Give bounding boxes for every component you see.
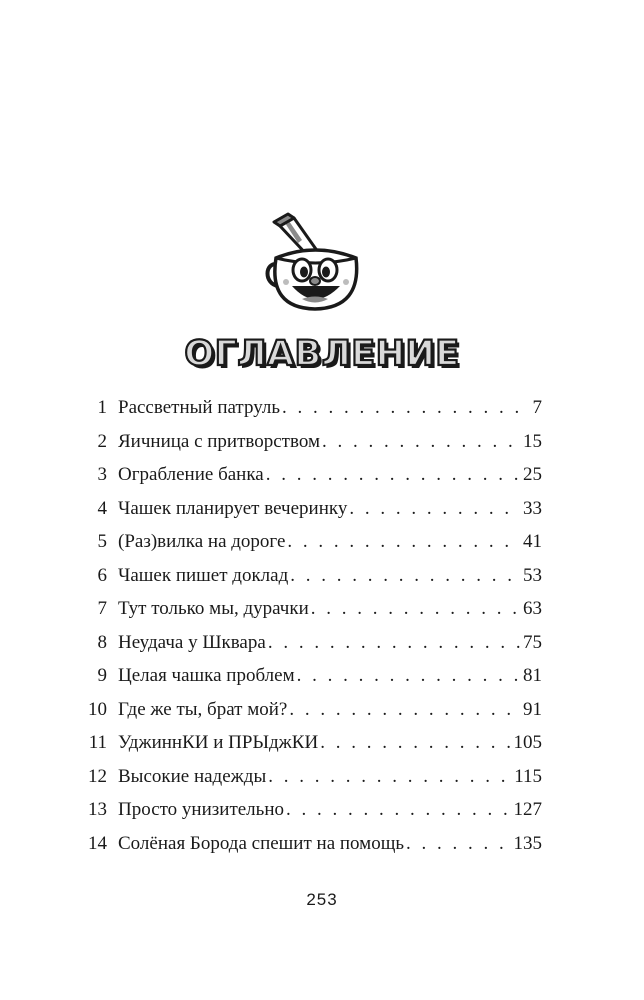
chapter-number: 6 [97, 564, 107, 586]
page-ref: 115 [514, 765, 542, 787]
chapter-number: 11 [88, 732, 107, 753]
chapter-title: Яичница с притворством [118, 430, 320, 452]
toc-row [0, 661, 644, 691]
page-ref: 135 [513, 832, 542, 854]
chapter-number: 5 [97, 531, 107, 552]
dot-leader [268, 628, 521, 658]
page-ref: 25 [523, 464, 542, 485]
dot-leader [266, 460, 521, 490]
page-ref: 105 [513, 732, 542, 753]
chapter-title: Высокие надежды [118, 765, 267, 787]
chapter-title: Чашек планирует вечеринку [118, 497, 348, 519]
chapter-number: 10 [88, 698, 107, 720]
dot-leader [287, 527, 521, 557]
chapter-title: Тут только мы, дурачки [118, 598, 309, 619]
chapter-title: Просто унизительно [118, 799, 284, 820]
toc-row [0, 628, 644, 658]
chapter-title: Целая чашка проблем [118, 665, 295, 686]
toc-row [0, 393, 644, 423]
chapter-number: 9 [97, 665, 107, 686]
chapter-number: 1 [97, 397, 107, 418]
page-ref: 91 [523, 698, 542, 720]
toc-row [0, 695, 644, 725]
page-ref: 127 [513, 799, 542, 820]
dot-leader [268, 762, 512, 792]
chapter-number: 13 [88, 799, 107, 820]
toc-row [0, 762, 644, 792]
page-number: 253 [306, 890, 338, 909]
page-ref: 75 [523, 631, 542, 653]
chapter-title: Ограбление банка [118, 464, 264, 485]
toc-row [0, 561, 644, 591]
toc-row [0, 594, 644, 624]
chapter-number: 12 [88, 765, 107, 787]
chapter-title: Солёная Борода спешит на помощь [118, 832, 405, 854]
toc-row [0, 728, 644, 758]
chapter-number: 8 [97, 631, 107, 653]
chapter-number: 7 [97, 598, 107, 619]
chapter-title: Рассветный патруль [118, 397, 281, 418]
chapter-title: (Раз)вилка на дороге [118, 531, 286, 552]
chapter-title: Неудача у Шквара [118, 631, 266, 653]
page-ref: 81 [523, 665, 542, 686]
chapter-title: Чашек пишет доклад [118, 564, 289, 586]
smiling-cup-character-icon [258, 212, 372, 312]
page-ref: 63 [523, 598, 542, 619]
toc-row [0, 829, 644, 859]
chapter-title: УджиннКИ и ПРЫджКИ [118, 732, 319, 753]
dot-leader [290, 561, 521, 591]
dot-leader [406, 829, 511, 859]
toc-row [0, 494, 644, 524]
dot-leader [311, 594, 521, 624]
page-title: ОГЛАВЛЕНИЕ [184, 334, 460, 374]
toc-row [0, 795, 644, 825]
dot-leader [289, 695, 521, 725]
page-ref: 33 [523, 497, 542, 519]
page-ref: 53 [523, 564, 542, 586]
toc-row [0, 427, 644, 457]
toc-row [0, 527, 644, 557]
chapter-number: 4 [97, 497, 107, 519]
page-ref: 7 [532, 397, 542, 418]
chapter-number: 3 [97, 464, 107, 485]
toc-row [0, 460, 644, 490]
dot-leader [286, 795, 512, 825]
dot-leader [320, 728, 511, 758]
dot-leader [297, 661, 521, 691]
dot-leader [322, 427, 521, 457]
chapter-number: 14 [88, 832, 107, 854]
dot-leader [349, 494, 521, 524]
dot-leader [282, 393, 530, 423]
chapter-title: Где же ты, брат мой? [118, 698, 288, 720]
chapter-number: 2 [97, 430, 107, 452]
page-ref: 41 [523, 531, 542, 552]
page-ref: 15 [523, 430, 542, 452]
